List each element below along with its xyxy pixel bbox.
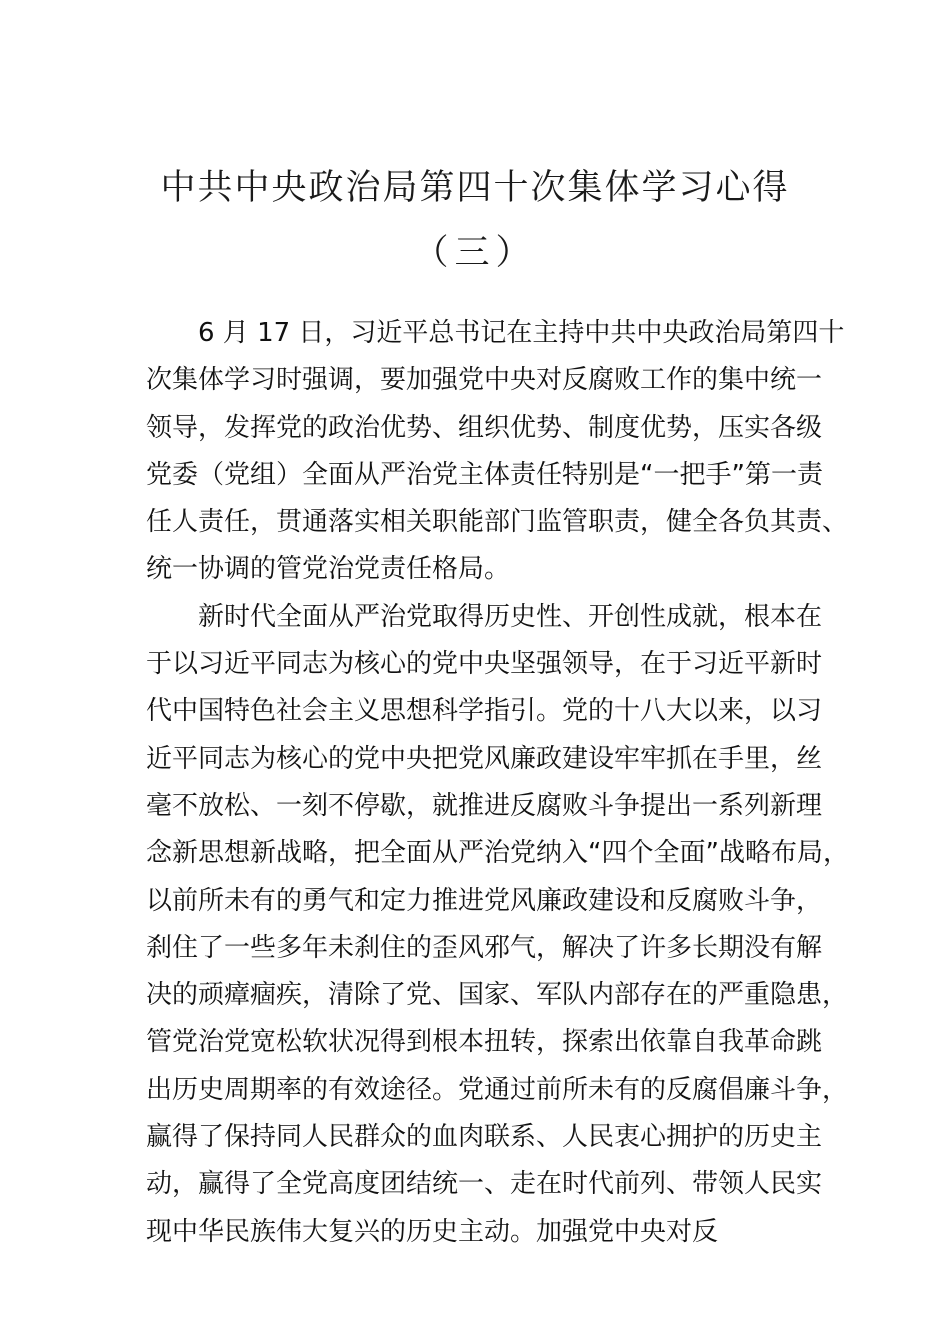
- text-line: 决的顽瘴痼疾，清除了党、国家、军队内部存在的严重隐患，: [146, 980, 849, 1011]
- document-title: 中共中央政治局第四十次集体学习心得: [160, 168, 790, 208]
- text-line: 任人责任，贯通落实相关职能部门监管职责，健全各负其责、: [146, 507, 849, 538]
- text-line: 以前所未有的勇气和定力推进党风廉政建设和反腐败斗争，: [146, 885, 823, 916]
- paragraph-2: [146, 594, 849, 1256]
- text-line: 动，赢得了全党高度团结统一、走在时代前列、带领人民实: [146, 1169, 823, 1200]
- text-line: 毫不放松、一刻不停歇，就推进反腐败斗争提出一系列新理: [146, 790, 823, 821]
- document-subtitle: （三）: [413, 233, 537, 273]
- text-line: 现中华民族伟大复兴的历史主动。加强党中央对反: [146, 1216, 719, 1247]
- text-line: 统一协调的管党治党责任格局。: [146, 554, 511, 585]
- text-line: 出历史周期率的有效途径。党通过前所未有的反腐倡廉斗争，: [146, 1074, 849, 1105]
- text-line: 代中国特色社会主义思想科学指引。党的十八大以来，以习: [146, 696, 823, 727]
- text-line: 次集体学习时强调，要加强党中央对反腐败工作的集中统一: [146, 365, 823, 396]
- text-line: 领导，发挥党的政治优势、组织优势、制度优势，压实各级: [146, 412, 823, 443]
- text-line: 新时代全面从严治党取得历史性、开创性成就，根本在: [198, 601, 823, 632]
- text-line: 管党治党宽松软状况得到根本扭转，探索出依靠自我革命跳: [146, 1027, 823, 1058]
- text-line: 近平同志为核心的党中央把党风廉政建设牢牢抓在手里，丝: [146, 743, 823, 774]
- text-line: 于以习近平同志为核心的党中央坚强领导，在于习近平新时: [146, 649, 823, 680]
- text-line: 念新思想新战略，把全面从严治党纳入“四个全面”战略布局，: [146, 838, 849, 869]
- text-line: 党委（党组）全面从严治党主体责任特别是“一把手”第一责: [146, 459, 823, 490]
- text-line: 6 月 17 日，习近平总书记在主持中共中央政治局第四十: [198, 318, 845, 348]
- text-line: 刹住了一些多年未刹住的歪风邪气，解决了许多长期没有解: [146, 932, 823, 963]
- document-body: [146, 310, 849, 1256]
- text-line: 赢得了保持同人民群众的血肉联系、人民衷心拥护的历史主: [146, 1122, 823, 1153]
- paragraph-1: [146, 310, 849, 594]
